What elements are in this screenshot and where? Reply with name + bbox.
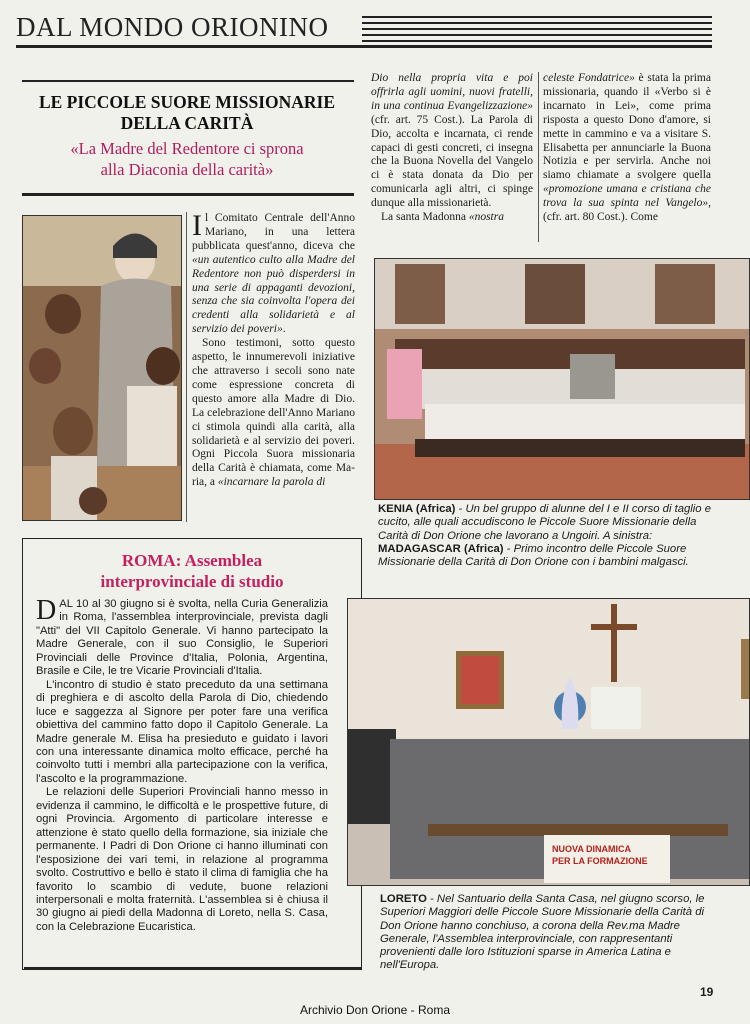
article-subtitle: «La Madre del Redentore ci sprona alla Diaconia della carità»: [70, 139, 304, 179]
article-column-3: celeste Fondatrice» è stata la prima missionaria, quando il «Verbo si è incarnato in Lei», come prima risposta a questo Dono d'amore, si mette in cammino e va a visitare S. Elisabetta per annunciarle la Buona Notizia e per servirla. Anche noi siamo chiamate a svolgere quella «promozione umana e cristiana che trova la sua spinta nel Vangelo», (cfr. art. 80 Cost.). Come: [543, 72, 711, 224]
article-title: LE PICCOLE SUORE MISSIONARIE DELLA CARITÀ: [38, 92, 336, 133]
header-rule: [16, 45, 712, 48]
header-decorative-lines: [362, 16, 712, 42]
kenya-caption: KENIA (Africa) - Un bel gruppo di alunne del I e II corso di taglio e cucito, alle quali accudiscono le Piccole Suore Missionarie della Carità di Don Orione che lavorano a Ungoiri. A sinistra: MADAGASCAR (Africa) - Primo incontro delle Piccole Suore Missionarie della Carità di Don Orione con i bambini malgasci.: [378, 503, 712, 569]
column-divider: [186, 212, 187, 522]
archive-footer: Archivio Don Orione - Roma: [299, 1003, 451, 1017]
column-divider-2: [538, 72, 539, 242]
banner-text-1: NUOVA DINAMICA: [552, 844, 631, 854]
kenya-group-photo: [374, 258, 750, 500]
loreto-caption: LORETO - Nel Santuario della Santa Casa, nel giugno scorso, le Superiori Maggiori delle Piccole Suore Missionarie della Carità di Don Orione hanno conchiuso, a corona della Rev.ma Madre Generale, l'Assemblea interprovinciale, con rappresentanti provenienti dalle loro Istituzioni sparse in America Latina e nell'Europa.: [380, 893, 705, 972]
banner-text-2: PER LA FORMAZIONE: [552, 856, 648, 866]
roma-title: ROMA: Assemblea interprovinciale di studio: [100, 551, 284, 591]
section-title: DAL MONDO ORIONINO: [16, 12, 329, 42]
article-column-2: Dio nella propria vita e poi offrirla agli uomini, nuovi fratelli, in una continua Evangelizzazione» (cfr. art. 75 Cost.). La Parola di Dio, accolta e incarnata, ci rende capaci di gesti concreti, ci insegna che la Buona Novella del Vangelo ci è stata donata da Dio per comunicarla agli altri, ci spinge dunque alla missionarietà. La santa Madonna «nostra: [371, 72, 533, 224]
roma-bottom-rule: [24, 967, 362, 970]
roma-article-text: DAL 10 al 30 giugno si è svolta, nella Curia Generalizia in Roma, l'assemblea interprovinciale, prevista dagli "Atti" del VII Capitolo Generale. Vi hanno partecipato la Madre Generale, con il suo Consiglio, le Superiori Provinciali delle Province d'Italia, Polonia, Argentina, Brasile e Cile, le tre Vicarie Provinciali d'Italia. L'incontro di studio è stato preceduto da una settimana di preghiera e di ascolto della Parola di Dio, chiedendo luce e saggezza al Signore per poter fare una verifica obiettiva del cammino fatto dopo il Capitolo Generale. La Madre generale M. Elisa ha presieduto e guidato i lavori con una interessante dinamica molto efficace, perché ha coinvolto tutti i membri alla partecipazione con la verifica, l'ascolto e la programmazione. Le relazioni delle Superiori Provinciali hanno messo in evidenza il cammino, le difficoltà e le prospettive future, di ogni Provincia. Argomento di particolare interesse e attenzione è stato quello della formazione, sia iniziale che permanente. I Padri di Don Orione ci hanno illuminati con l'esposizione dei vari temi, in relazione al programma svolto. Costruttivo e bello è stato il clima di famiglia che ha favorito lo scambio di vedute, buone relazioni interpersonali e molta fraternità. L'assemblea si è chiusa il 30 giugno ai piedi della Madonna di Loreto, nella S. Casa, con la Celebrazione Eucaristica.: [36, 595, 328, 933]
title-bottom-rule: [22, 193, 354, 196]
loreto-group-photo: [347, 598, 750, 886]
page-number: 19: [700, 985, 714, 999]
madagascar-photo: [22, 215, 182, 521]
article-column-1: Il Comitato Centrale dell'Anno Mariano, in una lettera pubblicata quest'anno, diceva che «un autentico culto alla Madre del Redentore non può disperdersi in una serie di appaganti devozioni, senza che sia coinvolta l'opera dei credenti alla solidarietà e al servizio dei poveri». Sono testimoni, sotto questo aspetto, le innumerevoli iniziative che attraverso i secoli sono nate come espressione concreta di questo amore alla Madre di Dio. La celebrazione dell'Anno Mariano ci stimola quindi alla carità, alla solidarietà e al servizio dei poveri. Ogni Piccola Suora missionaria della Carità è chiamata, come Maria, a «incarnare la parola di: [192, 209, 355, 489]
dropcap: I: [192, 209, 202, 242]
roma-dropcap: D: [36, 595, 57, 626]
title-top-rule: [22, 80, 354, 82]
